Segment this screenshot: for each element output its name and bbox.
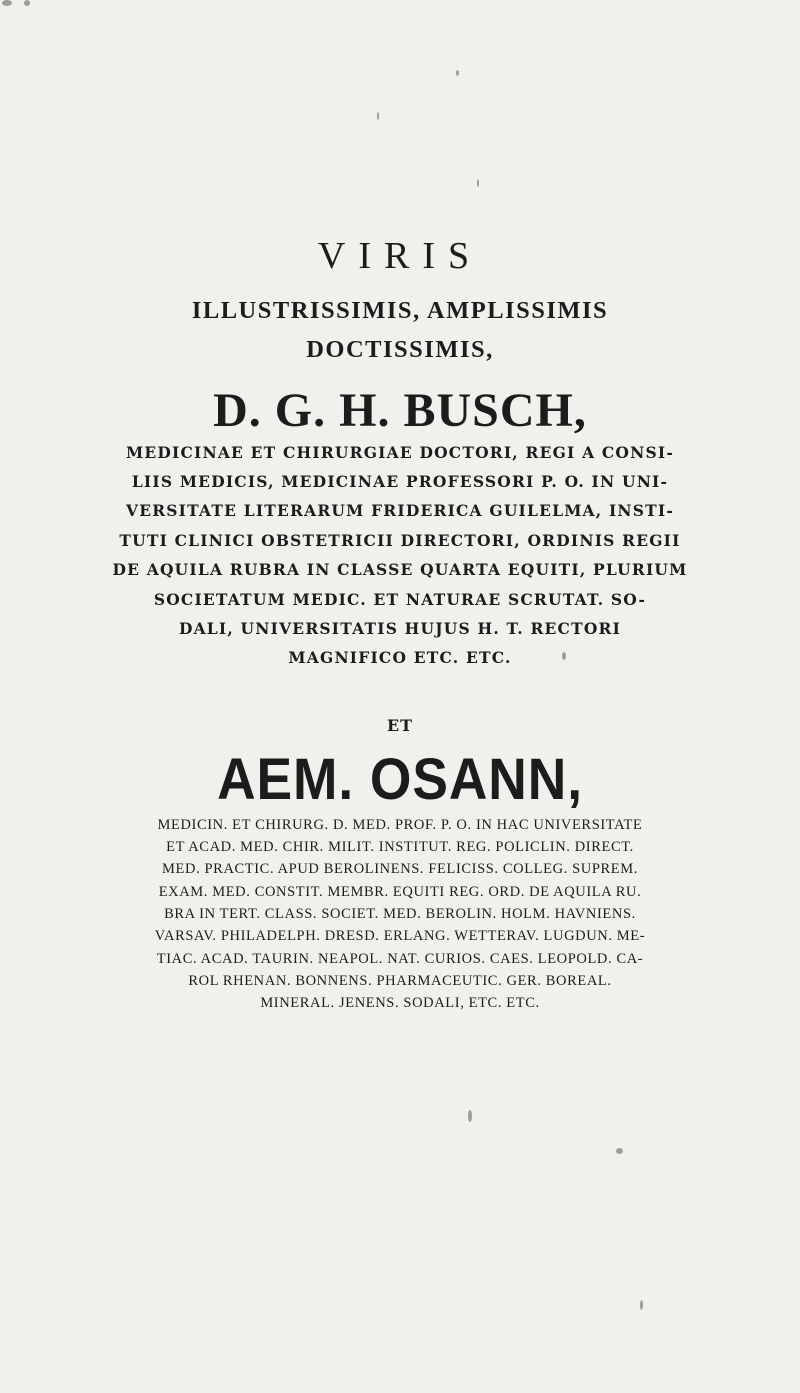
paper-speck [24, 0, 30, 6]
dedicatee-1-title-line: DE AQUILA RUBRA IN CLASSE QUARTA EQUITI, PLURIUM [112, 560, 688, 579]
paper-speck [377, 112, 379, 120]
dedicatee-1-title-line: TUTI CLINICI OBSTETRICII DIRECTORI, ORDINIS REGII [119, 531, 681, 550]
dedicatee-2-title-line: ET ACAD. MED. CHIR. MILIT. INSTITUT. REG. POLICLIN. DIRECT. [166, 839, 634, 855]
paper-speck [468, 1110, 472, 1122]
dedication-line-2: DOCTISSIMIS, [306, 336, 494, 363]
dedication-line-1: ILLUSTRISSIMIS, AMPLISSIMIS [191, 297, 609, 324]
dedicatee-2-title-line: ROL RHENAN. BONNENS. PHARMACEUTIC. GER. BOREAL. [188, 973, 612, 989]
paper-speck [616, 1148, 623, 1154]
dedicatee-1-title-line: LIIS MEDICIS, MEDICINAE PROFESSORI P. O. IN UNI- [131, 472, 669, 491]
dedicatee-2-title-line: EXAM. MED. CONSTIT. MEMBR. EQUITI REG. ORD. DE AQUILA RU. [158, 884, 642, 900]
dedicatee-1-title-line: MEDICINAE ET CHIRURGIAE DOCTORI, REGI A CONSI- [126, 443, 674, 462]
dedicatee-1-title-line: VERSITATE LITERARUM FRIDERICA GUILELMA, INSTI- [125, 501, 675, 520]
dedicatee-2-name: AEM. OSANN, [217, 747, 583, 812]
paper-speck [477, 179, 479, 187]
dedicatee-2-title-line: MED. PRACTIC. APUD BEROLINENS. FELICISS. COLLEG. SUPREM. [162, 861, 638, 877]
dedicatee-1-title-line: DALI, UNIVERSITATIS HUJUS H. T. RECTORI [178, 619, 622, 638]
paper-speck [2, 0, 12, 6]
page-heading: VIRIS [317, 235, 483, 277]
paper-speck [562, 652, 566, 660]
dedicatee-2-title-line: BRA IN TERT. CLASS. SOCIET. MED. BEROLIN. HOLM. HAVNIENS. [164, 906, 636, 922]
conjunction: ET [386, 716, 414, 735]
dedicatee-2-title-line: MINERAL. JENENS. SODALI, ETC. ETC. [260, 995, 540, 1011]
dedicatee-2-title-line: TIAC. ACAD. TAURIN. NEAPOL. NAT. CURIOS. CAES. LEOPOLD. CA- [156, 951, 644, 967]
dedicatee-1-title-line: MAGNIFICO ETC. ETC. [288, 648, 512, 667]
dedicatee-1-title-line: SOCIETATUM MEDIC. ET NATURAE SCRUTAT. SO- [153, 590, 647, 609]
paper-speck [640, 1300, 643, 1310]
dedicatee-2-title-line: VARSAV. PHILADELPH. DRESD. ERLANG. WETTERAV. LUGDUN. ME- [154, 928, 646, 944]
dedicatee-2-title-line: MEDICIN. ET CHIRURG. D. MED. PROF. P. O. IN HAC UNIVERSITATE [157, 817, 643, 833]
dedicatee-1-name: D. G. H. BUSCH, [213, 384, 587, 437]
paper-speck [456, 70, 459, 76]
